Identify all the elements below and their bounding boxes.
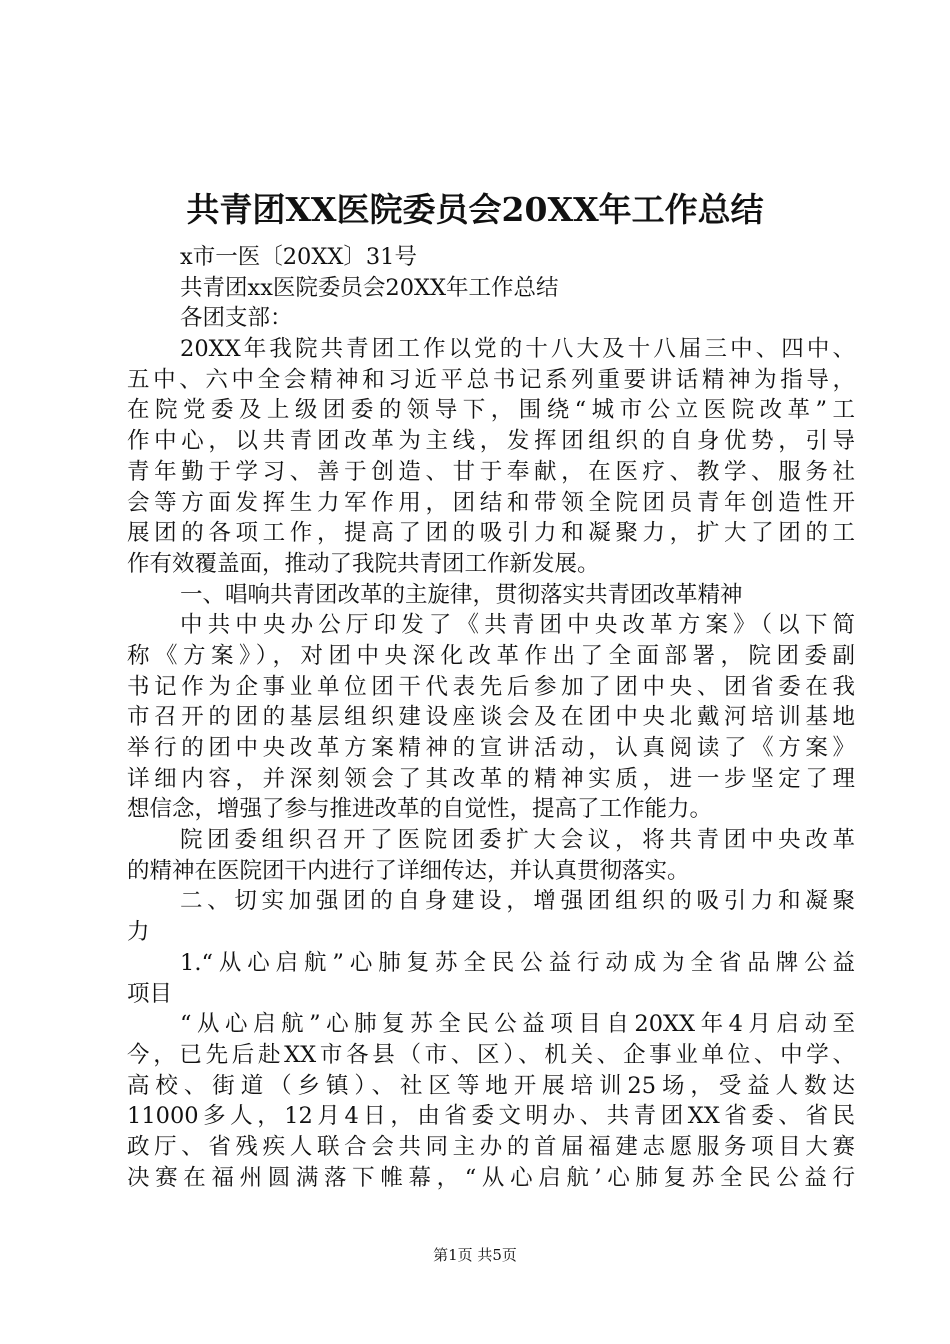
body-line: 院团委组织召开了医院团委扩大会议，将共青团中央改革 (180, 827, 855, 854)
body-line: 二、切实加强团的自身建设，增强团组织的吸引力和凝聚 (180, 888, 855, 915)
body-line: 11000多人，12月4日，由省委文明办、共青团XX省委、省民 (127, 1103, 855, 1130)
body-line: 五中、六中全会精神和习近平总书记系列重要讲话精神为指导， (127, 366, 855, 393)
body-line: 的精神在医院团干内进行了详细传达，并认真贯彻落实。 (127, 857, 690, 884)
document-body (127, 242, 855, 1193)
body-line: 20XX年我院共青团工作以党的十八大及十八届三中、四中、 (180, 336, 855, 363)
body-line: 1.“从心启航”心肺复苏全民公益行动成为全省品牌公益 (180, 949, 855, 976)
body-line: 青年勤于学习、善于创造、甘于奉献，在医疗、教学、服务社 (127, 458, 855, 485)
body-line: 书记作为企事业单位团干代表先后参加了团中央、团省委在我 (127, 673, 855, 700)
body-line: 在院党委及上级团委的领导下，围绕“城市公立医院改革”工 (127, 397, 855, 424)
body-line: 力 (127, 919, 150, 946)
body-line: 举行的团中央改革方案精神的宣讲活动，认真阅读了《方案》 (127, 735, 855, 761)
body-line: 想信念，增强了参与推进改革的自觉性，提高了工作能力。 (127, 796, 713, 823)
body-line: 作中心，以共青团改革为主线，发挥团组织的自身优势，引导 (127, 428, 855, 455)
body-line: 详细内容，并深刻领会了其改革的精神实质，进一步坚定了理 (127, 765, 855, 792)
body-line: 高校、街道（乡镇）、社区等地开展培训25场，受益人数达 (127, 1072, 855, 1099)
body-line: 展团的各项工作，提高了团的吸引力和凝聚力，扩大了团的工 (127, 520, 855, 547)
body-line: “从心启航”心肺复苏全民公益项目自20XX年4月启动至 (180, 1011, 855, 1038)
body-line: 今，已先后赴XX市各县（市、区）、机关、企事业单位、中学、 (127, 1041, 855, 1068)
body-line: 称《方案》），对团中央深化改革作出了全面部署，院团委副 (127, 642, 855, 669)
body-line: 政厅、省残疾人联合会共同主办的首届福建志愿服务项目大赛 (127, 1133, 855, 1160)
body-line: 决赛在福州圆满落下帷幕，“从心启航’心肺复苏全民公益行 (127, 1164, 855, 1191)
body-line: 一、唱响共青团改革的主旋律，贯彻落实共青团改革精神 (180, 581, 743, 608)
page-footer: 第1页 共5页 (433, 1246, 517, 1264)
body-line: 会等方面发挥生力军作用，团结和带领全院团员青年创造性开 (127, 489, 855, 516)
body-line: 作有效覆盖面，推动了我院共青团工作新发展。 (127, 550, 600, 577)
body-line: x市一医〔20XX〕31号 (180, 244, 417, 270)
body-line: 共青团xx医院委员会20XX年工作总结 (180, 274, 559, 301)
body-line: 市召开的团的基层组织建设座谈会及在团中央北戴河培训基地 (127, 704, 855, 731)
body-line: 各团支部： (180, 305, 293, 332)
body-line: 项目 (127, 980, 173, 1007)
body-line: 中共中央办公厅印发了《共青团中央改革方案》（以下简 (180, 612, 855, 639)
document-title: 共青团XX医院委员会20XX年工作总结 (186, 190, 764, 229)
